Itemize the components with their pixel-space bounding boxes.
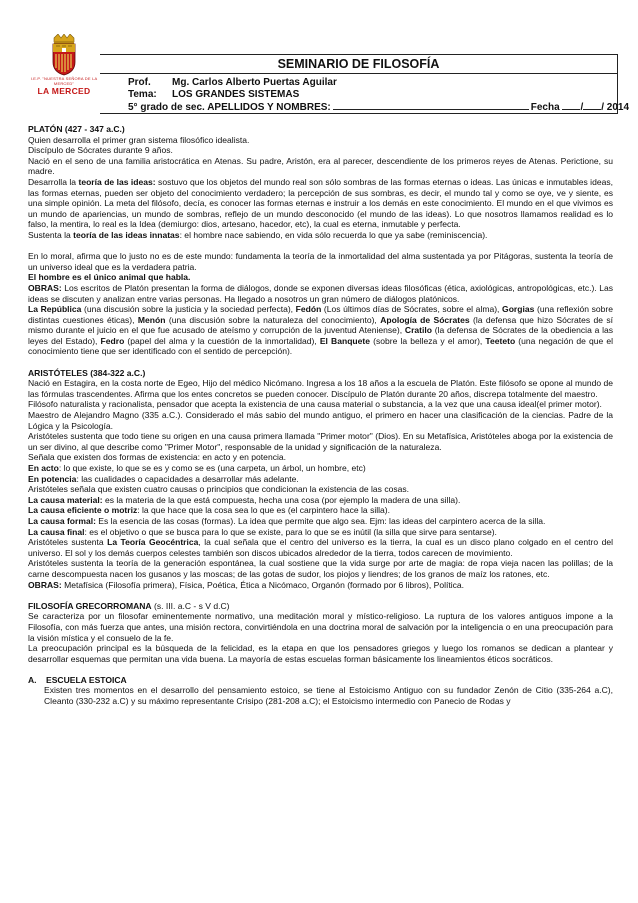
paragraph: [28, 495, 613, 506]
paragraph: [28, 463, 613, 474]
section-heading-platon: PLATÓN (427 - 347 a.C.): [28, 124, 125, 134]
paragraph: Señala que existen dos formas de existencia: en acto y en potencia.: [28, 452, 286, 463]
spacer: [28, 664, 613, 675]
section-heading-grecorromana: [28, 601, 613, 612]
title-divider: [100, 73, 617, 74]
paragraph: Filósofo naturalista y racionalista, pensador que acepta la existencia de una causa material o substancia, a la vez que una causa ideal(el primer motor).: [28, 399, 602, 410]
subsection-heading-estoica: [28, 675, 613, 686]
date-month-field[interactable]: [583, 101, 601, 110]
spacer: [28, 357, 613, 368]
spacer: [28, 241, 613, 252]
bold-term: OBRAS:: [28, 282, 62, 293]
work-title: Teeteto: [485, 335, 516, 346]
paragraph: En lo moral, afirma que lo justo no es de este mundo: fundamenta la teoría de la inmortalidad del alma sustentada ya por Pitágoras, sustenta la teoría de un universo ideal que es la verdadera patria.: [28, 251, 613, 272]
text-run: : lo que existe, lo que se es y como se es (una carpeta, un árbol, un hombre, etc): [58, 463, 366, 473]
bold-term: La Teoría Geocéntrica: [107, 537, 199, 548]
work-title: Apología de Sócrates: [380, 314, 470, 325]
student-name-label: 5° grado de sec. APELLIDOS Y NOMBRES:: [128, 102, 331, 113]
text-run: : el hombre nace sabiendo, en vida sólo recuerda lo que ya sabe (reminiscencia).: [179, 229, 488, 240]
work-title: Menón: [137, 314, 166, 325]
text-run: Es la esencia de las cosas (formas). La idea que permite que algo sea. Ejm: las ideas del carpintero acerca de la silla.: [95, 515, 546, 526]
work-title: Cratilo: [404, 325, 432, 336]
heading-text: FILOSOFÍA GRECORROMANA: [28, 600, 152, 611]
text-run: Los escritos de Platón presentan la forma de diálogos, donde se exponen diversas ideas filosóficas (ética, axiológicas, antropológicas, etc.). Las ideas se discuten y analizan entre varias personas. Ha llegado a nosotros un gran número de diálogos platónicos.: [28, 282, 613, 304]
paragraph: [28, 580, 613, 591]
text-run: (una discusión sobre la naturaleza del conocimiento),: [165, 314, 381, 325]
text-run: es la materia de la que está compuesta, hecha una cosa (por ejemplo la madera de una silla).: [102, 494, 461, 505]
date-day-field[interactable]: [562, 101, 580, 110]
paragraph: [28, 516, 613, 527]
document-title: SEMINARIO DE FILOSOFÍA: [277, 57, 440, 71]
work-title: La República: [28, 304, 82, 315]
text-run: sostuvo que los objetos del mundo real son sólo sombras de las formas eternas o ideas. Las únicas e inmutables ideas, las formas eternas, pueden ser objeto del conocimiento verdadero; la percepción de sus sombras, es decir, el mundo tal y como se oye, ve y siente, es una simple opinión. La meta del filósofo, decía, es conocer las formas eternas e instruir a los demás en este conocimiento. El mundo en el que vivimos es un mundo de apariencias, un mundo de sombras, reflejo de un mundo desconocido (el mundo de las ideas). Lo que nosotros llamamos realidad es lo falso, la mentira, lo real es la Idea (demiurgo: dios, artesano, hacedor, etc), la cual es eterna, inmutable y perfecta.: [28, 176, 613, 230]
text-run: Aristóteles sustenta: [28, 537, 108, 548]
text-run: Metafísica (Filosofía primera), Física, Poética, Ética a Nicómaco, Organón (formado por 6 libros), Política.: [61, 579, 465, 590]
bold-term: La causa eficiente o motriz: [28, 505, 138, 516]
title-box: [100, 54, 630, 114]
logo-brand-name: LA MERCED: [37, 86, 91, 96]
work-title: Fedón: [295, 304, 322, 315]
text-run: : es el objetivo o que se busca para lo que se existe, para lo que se es inútil (la silla que sirve para sentarse).: [84, 526, 497, 537]
professor-label: Prof.: [128, 77, 151, 88]
text-run: (Los últimos días de Sócrates, sobre el alma),: [321, 304, 503, 315]
professor-line: [128, 77, 337, 88]
subsection-title: ESCUELA ESTOICA: [46, 674, 127, 685]
bold-statement: El hombre es el único animal que habla.: [28, 272, 191, 283]
bold-term: teoría de las ideas:: [78, 176, 156, 187]
paragraph: [28, 177, 613, 230]
text-run: : las cualidades o capacidades a desarrollar más adelante.: [76, 473, 299, 484]
paragraph: [28, 283, 613, 304]
text-run: (la defensa de Sócrates de la obediencia a las leyes del Estado),: [28, 325, 614, 346]
paragraph: Discípulo de Sócrates durante 9 años.: [28, 145, 173, 156]
paragraph: Maestro de Alejandro Magno (335 a.C.). Considerado el más sabio del mundo antiguo, el primero en hacer una clasificación de la ciencias. Padre de la Lógica y la Psicología.: [28, 410, 613, 431]
bold-term: En potencia: [28, 473, 77, 484]
paragraph: [28, 230, 613, 241]
section-heading-aristoteles: ARISTÓTELES (384-322 a.C.): [28, 367, 146, 378]
text-run: (una negación de que el conocimiento tiene que ser identificado con el sentido de percepción).: [28, 335, 613, 357]
text-run: (la defensa que hizo Sócrates de sí mismo durante el juicio en el que fue acusado de ateísmo y corrupción de la juventud Ateniense),: [28, 314, 614, 336]
paragraph: La preocupación principal es la búsqueda de la felicidad, es la etapa en que los pensadores griegos y luego los romanos se dedican a plantear y desarrollar esquemas que permitan una vida buena. La mayoría de estas escuelas forman básicamente los lineamientos éticos socráticos.: [28, 643, 613, 664]
topic-label: Tema:: [128, 89, 157, 100]
heading-dates: (s. III. a.C - s V d.C): [151, 600, 230, 611]
text-run: (sobre la belleza y el amor),: [370, 335, 486, 346]
topic-line: [128, 89, 299, 100]
paragraph: [28, 527, 613, 538]
document-body: [28, 124, 613, 707]
text-run: (una reflexión sobre distintas cuestiones éticas),: [28, 304, 613, 325]
logo-school-name: I.E.P. "NUESTRA SEÑORA DE LA MERCED": [30, 76, 98, 86]
paragraph: [28, 272, 613, 283]
text-run: (una discusión sobre la justicia y la sociedad perfecta),: [81, 304, 296, 315]
spacer: [28, 590, 613, 601]
paragraph: [28, 505, 613, 516]
paragraph: [28, 537, 613, 558]
text-run: (papel del alma y la cuestión de la inmortalidad),: [124, 335, 320, 346]
bold-term: OBRAS:: [28, 579, 62, 590]
text-run: Sustenta la: [28, 229, 74, 240]
text-run: : la que hace que la cosa sea lo que es (el carpintero hace la silla).: [137, 505, 391, 516]
bold-term: La causa formal:: [28, 515, 96, 526]
subsection-letter: A.: [28, 674, 37, 685]
school-logo: [28, 34, 100, 114]
paragraph: Quien desarrolla el primer gran sistema filosófico idealista.: [28, 134, 250, 145]
coat-of-arms-icon: [28, 34, 100, 76]
bold-term: En acto: [28, 463, 59, 473]
professor-name: Mg. Carlos Alberto Puertas Aguilar: [172, 77, 337, 88]
student-line: [128, 101, 629, 113]
paragraph: Nació en el seno de una familia aristocrática en Atenas. Su padre, Aristón, era al parecer, descendiente de los primeros reyes de Atenas. Perictione, su madre.: [28, 155, 613, 177]
paragraph: Aristóteles sustenta la teoría de la generación espontánea, la cual sostiene que la vida surge por arte de magia: de ropa vieja nacen las polillas; de la carne descompuesta nacen los gusanos y las moscas; de las gotas de sudor, los piojos y liendres; de los granos de maíz los ratones, etc.: [28, 558, 613, 579]
work-title: El Banquete: [319, 335, 370, 346]
text-run: Desarrolla la: [28, 176, 79, 187]
bold-term: La causa final: [28, 526, 85, 537]
paragraph: [28, 474, 613, 485]
document-header: [28, 34, 630, 116]
text-run: , la cual señala que el centro del universo es la tierra, la cual es un disco plano colgado en el centro del universo. El sol y los demás cuerpos celestes también son discos ubicados alrededor de la tierra, todos carecen de movimiento.: [28, 537, 613, 558]
date-separator: /: [580, 102, 584, 113]
paragraph: Aristóteles señala que existen cuatro causas o principios que condicionan la existencia de las cosas.: [28, 484, 410, 495]
work-title: Fedro: [100, 335, 125, 346]
paragraph: Se caracteriza por un filosofar eminentemente normativo, una meditación moral y místico-religioso. La ruptura de los valores antiguos impone a la Filosofía, con más fuerza que antes, una misión rectora, convirtiéndola en una doctrina moral de salvación por la inteligencia o en una preocupación para la visión mística y el consuelo de la fe.: [28, 611, 613, 643]
paragraph: Existen tres momentos en el desarrollo del pensamiento estoico, se tiene al Estoicismo Antiguo con su fundador Zenón de Citio (335-264 a.C), Cleanto (330-232 a.C) y su máximo representante Crisipo (281-208 a.C); el Estoicismo intermedio con Panecio de Rodas y: [44, 685, 613, 707]
bold-term: teoría de las ideas innatas: [73, 229, 180, 240]
date-label: Fecha: [530, 102, 560, 113]
topic-value: LOS GRANDES SISTEMAS: [172, 89, 300, 100]
work-title: Gorgias: [502, 304, 535, 315]
paragraph: Aristóteles sustenta que todo tiene su origen en una causa primera llamada "Primer motor" (Dios). En su Metafísica, Aristóteles aboga por la existencia de un ser divino, al que describe como "Primer Motor", responsable de la unidad y significación de la naturaleza.: [28, 431, 613, 452]
paragraph-works: [28, 304, 613, 357]
paragraph: Nació en Estagira, en la costa norte de Egeo, Hijo del médico Nicómano. Ingresa a los 18 años a la escuela de Platón. Este filósofo se opone al mundo de las fórmulas trascendentes. Afirma que los entes concretos se pueden conocer. Discípulo de Platón durante 20 años, discrepa totalmente del maestro.: [28, 378, 613, 399]
student-name-field[interactable]: [333, 101, 529, 110]
date-year: / 2014: [601, 102, 630, 113]
bold-term: La causa material:: [28, 494, 103, 505]
